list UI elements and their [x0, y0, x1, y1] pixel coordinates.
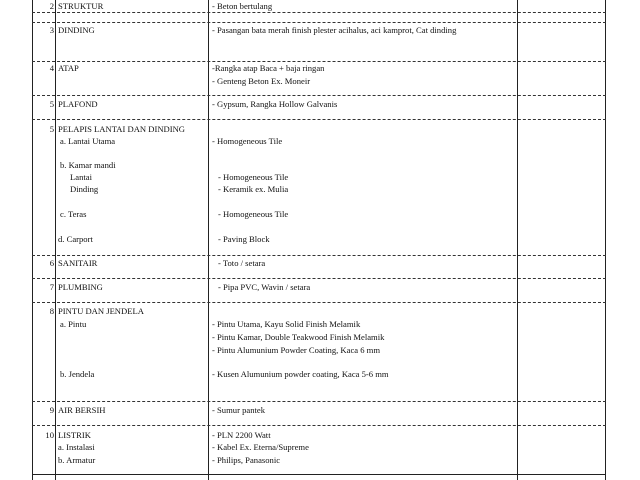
item-label: a. Pintu: [60, 319, 87, 329]
row-title: PLAFOND: [58, 99, 98, 109]
row-number: 3: [49, 25, 54, 35]
row-divider: [32, 401, 606, 402]
spec-line: - Homogeneous Tile: [212, 136, 283, 146]
col-border-number: [55, 0, 56, 480]
row-number: 10: [45, 430, 54, 440]
row-number: 8: [49, 306, 54, 316]
spec-line: - Paving Block: [218, 234, 270, 244]
col-border-right: [605, 0, 606, 480]
row-divider: [32, 302, 606, 303]
spec-line: - Philips, Panasonic: [212, 455, 281, 465]
item-label: b. Jendela: [60, 369, 95, 379]
row-title: AIR BERSIH: [58, 405, 106, 415]
row-number: 5: [49, 124, 54, 134]
item-label: a. Instalasi: [58, 442, 95, 452]
spec-line: - Beton bertulang: [212, 1, 273, 11]
row-title: SANITAIR: [58, 258, 98, 268]
row-title: PELAPIS LANTAI DAN DINDING: [58, 124, 186, 134]
spec-line: - Pintu Alumunium Powder Coating, Kaca 6 mm: [212, 345, 381, 355]
row-divider: [32, 12, 606, 13]
row-divider: [32, 119, 606, 120]
spec-line: - PLN 2200 Watt: [212, 430, 271, 440]
spec-line: - Gypsum, Rangka Hollow Galvanis: [212, 99, 338, 109]
row-divider: [32, 22, 606, 23]
row-title: LISTRIK: [58, 430, 91, 440]
item-label: Dinding: [70, 184, 99, 194]
item-label: b. Armatur: [58, 455, 96, 465]
item-label: Lantai: [70, 172, 92, 182]
col-border-item: [208, 0, 209, 480]
item-label: b. Kamar mandi: [60, 160, 116, 170]
spec-line: - Keramik ex. Mulia: [218, 184, 289, 194]
row-title: STRUKTUR: [58, 1, 104, 11]
spec-line: - Toto / setara: [218, 258, 266, 268]
row-title: PLUMBING: [58, 282, 103, 292]
table-bottom-border: [32, 474, 606, 475]
row-divider: [32, 425, 606, 426]
spec-line: - Genteng Beton Ex. Moneir: [212, 76, 311, 86]
row-number: 2: [49, 1, 54, 11]
row-title: PINTU DAN JENDELA: [58, 306, 144, 316]
row-divider: [32, 278, 606, 279]
row-number: 9: [49, 405, 54, 415]
spec-line: - Kabel Ex. Eterna/Supreme: [212, 442, 309, 452]
row-divider: [32, 255, 606, 256]
spec-line: - Pintu Kamar, Double Teakwood Finish Melamik: [212, 332, 385, 342]
row-divider: [32, 95, 606, 96]
item-label: a. Lantai Utama: [60, 136, 116, 146]
row-title: DINDING: [58, 25, 95, 35]
spec-line: - Pipa PVC, Wavin / setara: [218, 282, 311, 292]
row-divider: [32, 61, 606, 62]
row-title: ATAP: [58, 63, 79, 73]
spec-line: - Pasangan bata merah finish plester acihalus, aci kamprot, Cat dinding: [212, 25, 457, 35]
col-border-spec: [517, 0, 518, 480]
row-number: 7: [49, 282, 54, 292]
item-label: d. Carport: [58, 234, 93, 244]
spec-line: - Homogeneous Tile: [218, 209, 289, 219]
spec-line: -Rangka atap Baca + baja ringan: [212, 63, 325, 73]
item-label: c. Teras: [60, 209, 87, 219]
spec-line: - Pintu Utama, Kayu Solid Finish Melamik: [212, 319, 361, 329]
spec-line: - Sumur pantek: [212, 405, 265, 415]
row-number: 4: [49, 63, 54, 73]
spec-line: - Homogeneous Tile: [218, 172, 289, 182]
row-number: 6: [49, 258, 54, 268]
row-number: 5: [49, 99, 54, 109]
spec-line: - Kusen Alumunium powder coating, Kaca 5-6 mm: [212, 369, 389, 379]
